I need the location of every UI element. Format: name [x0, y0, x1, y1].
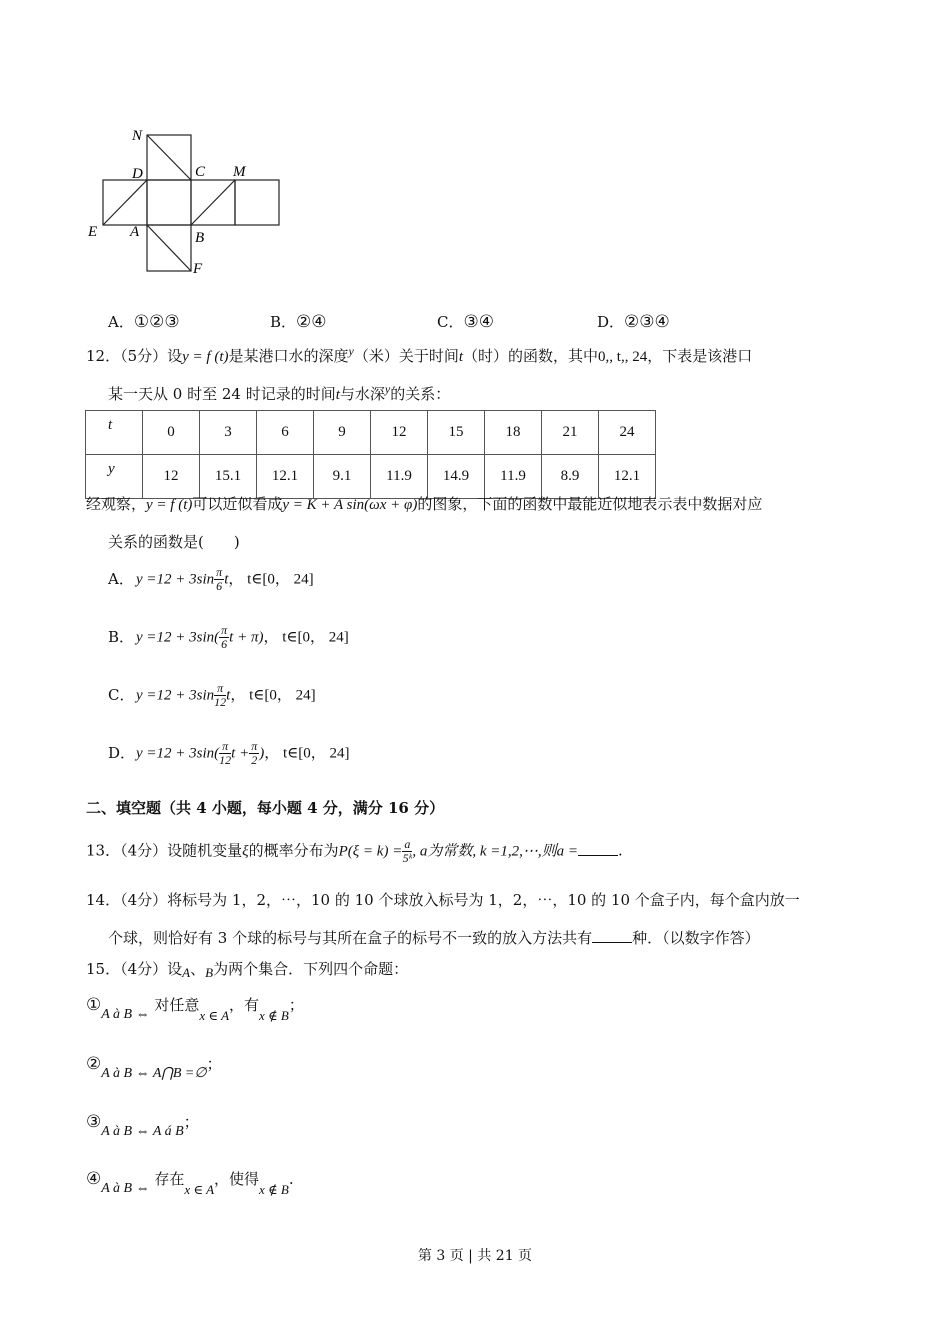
- label-m: M: [233, 164, 246, 180]
- t-cell: 6: [257, 411, 314, 455]
- label-b: B: [195, 230, 205, 246]
- q11-option-a: A．①②③: [108, 312, 180, 332]
- table-row-y: [86, 455, 656, 499]
- q15-item-1: ①A à B ⇔ 对任意x ∈ A，有x ∉ B；: [86, 995, 304, 1023]
- q11-option-b: B．②④: [270, 312, 327, 332]
- table-row-t: [86, 411, 656, 455]
- t-cell: 12: [371, 411, 428, 455]
- t-cell: 21: [542, 411, 599, 455]
- q15-item-3: ③A à B ⇔ A á B；: [86, 1112, 199, 1139]
- y-cell: 12.1: [599, 455, 656, 499]
- q12-observation-line1: 经观察，y = f (t)可以近似看成y = K + A sin(ωx + φ)的图象，下面的函数中最能近似地表示表中数据对应: [86, 495, 763, 513]
- q12-option-a: A． y =12 + 3sin $\frac{\pi}{6}$ t， t∈[0， 24]: [108, 565, 314, 593]
- y-cell: 11.9: [485, 455, 542, 499]
- label-a: A: [130, 224, 140, 240]
- y-cell: 12: [143, 455, 200, 499]
- q15-stem: 15．（4分）设A、B为两个集合．下列四个命题：: [86, 960, 409, 980]
- q13-answer-blank: [578, 841, 618, 856]
- q13: 13．（4分）设随机变量ξ的概率分布为P(ξ = k) = $\frac{a}{\text{5ᵏ}}$ , a为常数, k =1,2,⋯,则a = .: [86, 837, 623, 865]
- row-label-y: y: [86, 455, 143, 499]
- q14-answer-blank: [592, 928, 632, 943]
- row-label-t: t: [86, 411, 143, 455]
- q15-item-4: ④A à B ⇔ 存在x ∈ A，使得x ∉ B.: [86, 1169, 294, 1197]
- t-cell: 9: [314, 411, 371, 455]
- label-d: D: [132, 166, 143, 182]
- q12-option-c: C． y =12 + 3sin $\frac{\pi}{12}$ t， t∈[0， 24]: [108, 681, 316, 709]
- q12-option-d: D．y =12 + 3sin( $\frac{\pi}{12}$ t + $\frac{\pi}{2}$ )， t∈[0， 24]: [108, 739, 350, 767]
- q15-item-2: ②A à B ⇔ A⋂B =∅；: [86, 1054, 222, 1081]
- y-cell: 15.1: [200, 455, 257, 499]
- t-cell: 0: [143, 411, 200, 455]
- q12-line1: 12．（5分）设y = f (t)是某港口水的深度$^y$（米）关于时间t（时）的函数，其中0,, t,, 24，下表是该港口: [86, 344, 753, 365]
- y-cell: 14.9: [428, 455, 485, 499]
- q12-line2: 某一天从 0 时至 24 时记录的时间t与水深$^y$的关系：: [108, 382, 451, 403]
- t-cell: 15: [428, 411, 485, 455]
- q12-observation-line2: 关系的函数是( ): [108, 533, 240, 551]
- q11-option-c: C．③④: [437, 312, 494, 332]
- y-cell: 11.9: [371, 455, 428, 499]
- label-f: F: [193, 261, 203, 277]
- t-cell: 24: [599, 411, 656, 455]
- q14-line2: 个球，则恰好有 3 个球的标号与其所在盒子的标号不一致的放入方法共有 种．（以数字作答）: [108, 929, 760, 947]
- label-c: C: [195, 164, 206, 180]
- cube-net-figure: [80, 120, 300, 285]
- y-cell: 12.1: [257, 455, 314, 499]
- t-cell: 18: [485, 411, 542, 455]
- q12-data-table: [85, 410, 656, 499]
- section-heading: 二、填空题（共 4 小题，每小题 4 分，满分 16 分）: [86, 799, 445, 817]
- page-footer: 第 3 页 | 共 21 页: [417, 1248, 533, 1264]
- t-cell: 3: [200, 411, 257, 455]
- label-n: N: [132, 128, 143, 144]
- q14-line1: 14．（4分）将标号为 1，2，⋯，10 的 10 个球放入标号为 1，2，⋯，10 的 10 个盒子内，每个盒内放一: [86, 891, 800, 909]
- y-cell: 9.1: [314, 455, 371, 499]
- q12-option-b: B． y =12 + 3sin( $\frac{\pi}{6}$ t + π)， t∈[0， 24]: [108, 623, 349, 651]
- label-e: E: [88, 224, 98, 240]
- q11-option-d: D．②③④: [597, 312, 670, 332]
- y-cell: 8.9: [542, 455, 599, 499]
